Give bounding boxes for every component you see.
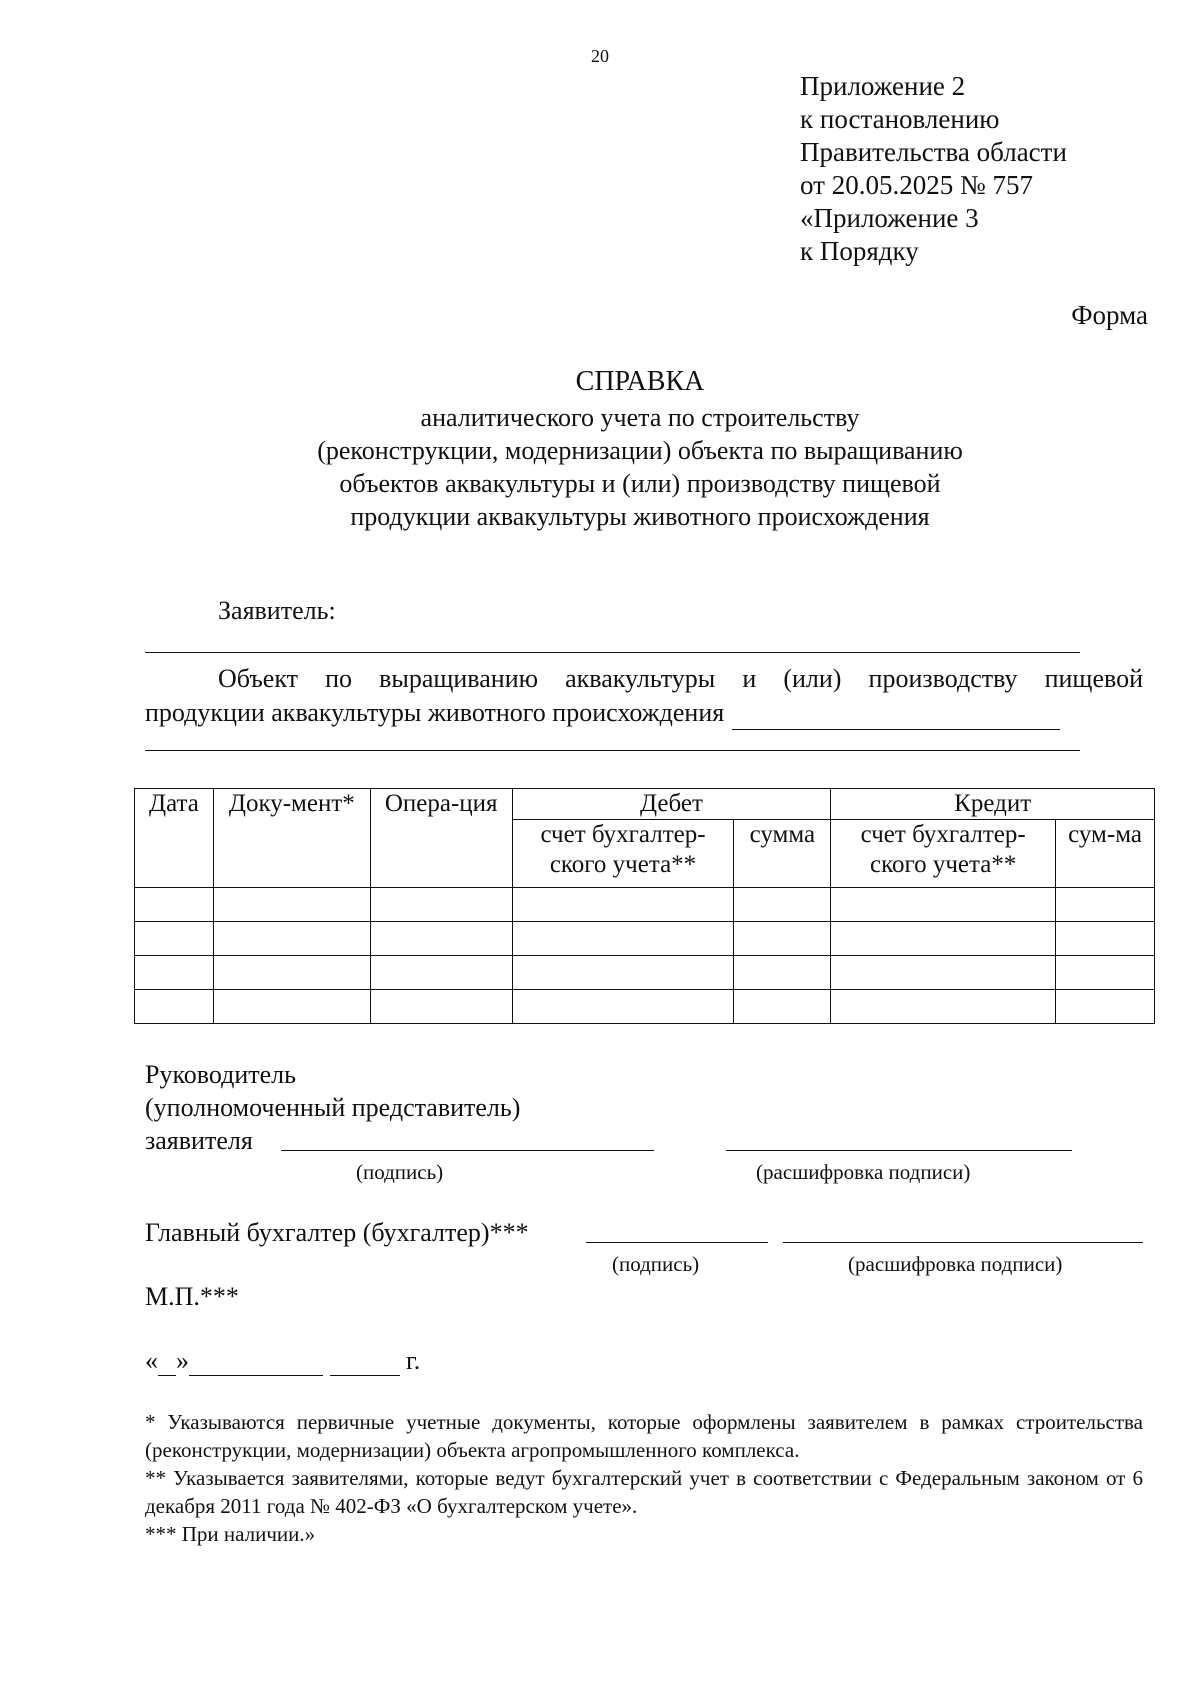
seal-label: М.П.***: [145, 1282, 239, 1311]
table-cell[interactable]: [370, 888, 512, 922]
table-cell[interactable]: [831, 922, 1056, 956]
table-cell[interactable]: [734, 956, 831, 990]
appendix-line: Правительства области: [800, 137, 1067, 167]
header-debit-account: счет бухгалтер-ского учета**: [512, 820, 734, 888]
head-signatory-label: [145, 1058, 520, 1157]
table-cell[interactable]: [512, 956, 734, 990]
date-close-quote: »: [176, 1346, 189, 1375]
subtitle-line: (реконструкции, модернизации) объекта по выращиванию: [317, 436, 963, 465]
table-cell[interactable]: [370, 956, 512, 990]
page-number: 20: [591, 46, 609, 66]
header-debit-sum: сумма: [734, 820, 831, 888]
date-field: [145, 1346, 420, 1376]
table-cell[interactable]: [135, 888, 214, 922]
head-label-line: Руководитель: [145, 1060, 296, 1089]
object-name-field[interactable]: [732, 703, 1060, 730]
appendix-line: «Приложение 3: [800, 203, 979, 233]
head-label-line: (уполномоченный представитель): [145, 1093, 521, 1122]
header-debit: Дебет: [512, 789, 831, 820]
table-cell[interactable]: [734, 922, 831, 956]
accountant-signature-caption: (подпись): [612, 1252, 700, 1276]
document-title: СПРАВКА: [575, 366, 705, 397]
footnote: *** При наличии.»: [145, 1522, 316, 1546]
table-cell[interactable]: [213, 888, 370, 922]
table-cell[interactable]: [1056, 922, 1155, 956]
appendix-line: Приложение 2: [800, 71, 966, 101]
subtitle-line: продукции аквакультуры животного происхождения: [350, 502, 930, 531]
appendix-line: от 20.05.2025 № 757: [800, 170, 1033, 200]
table-cell[interactable]: [135, 956, 214, 990]
object-name-field-continuation[interactable]: [145, 750, 1080, 751]
object-text-line: продукции аквакультуры животного происхождения: [145, 698, 725, 727]
table-cell[interactable]: [512, 888, 734, 922]
table-cell[interactable]: [512, 922, 734, 956]
date-open-quote: «: [145, 1346, 158, 1375]
head-name-field[interactable]: [726, 1150, 1072, 1151]
date-day-field[interactable]: [158, 1351, 176, 1376]
chief-accountant-label: Главный бухгалтер (бухгалтер)***: [145, 1218, 529, 1247]
subtitle-line: объектов аквакультуры и (или) производству пищевой: [339, 469, 941, 498]
accountant-name-field[interactable]: [783, 1242, 1143, 1243]
date-year-suffix: г.: [406, 1346, 421, 1375]
accountant-decoding-caption: (расшифровка подписи): [848, 1252, 1063, 1276]
table-cell[interactable]: [213, 956, 370, 990]
document-subtitle: [0, 401, 1200, 533]
head-label-line: заявителя: [145, 1126, 253, 1155]
table-cell[interactable]: [213, 990, 370, 1024]
head-signature-field[interactable]: [281, 1150, 654, 1151]
applicant-label: Заявитель:: [218, 596, 336, 625]
footnote: ** Указывается заявителями, которые ведут бухгалтерский учет в соответствии с Федеральным законом от 6 декабря 2011 года № 402-ФЗ «О бухгалтерском учете».: [145, 1466, 1143, 1518]
footnotes: [145, 1408, 1143, 1548]
date-year-field[interactable]: [330, 1351, 400, 1376]
accounting-table: [134, 788, 1155, 1024]
table-row: [135, 922, 1155, 956]
table-cell[interactable]: [734, 888, 831, 922]
table-cell[interactable]: [370, 990, 512, 1024]
table-cell[interactable]: [831, 888, 1056, 922]
header-operation: Опера-ция: [370, 789, 512, 888]
table-row: [135, 888, 1155, 922]
accountant-signature-field[interactable]: [586, 1242, 768, 1243]
table-cell[interactable]: [831, 956, 1056, 990]
table-cell[interactable]: [135, 990, 214, 1024]
footnote: * Указываются первичные учетные документы, которые оформлены заявителем в рамках строительства (реконструкции, модернизации) объекта агропромышленного комплекса.: [145, 1410, 1143, 1462]
header-credit: Кредит: [831, 789, 1155, 820]
object-text-line: Объект по выращиванию аквакультуры и (или) производству пищевой: [218, 664, 1143, 693]
appendix-line: к Порядку: [800, 236, 919, 266]
header-date: Дата: [135, 789, 214, 888]
header-credit-account: счет бухгалтер-ского учета**: [831, 820, 1056, 888]
form-label: Форма: [1071, 300, 1148, 330]
table-cell[interactable]: [734, 990, 831, 1024]
table-cell[interactable]: [831, 990, 1056, 1024]
table-cell[interactable]: [1056, 990, 1155, 1024]
table-cell[interactable]: [370, 922, 512, 956]
table-cell[interactable]: [135, 922, 214, 956]
table-cell[interactable]: [213, 922, 370, 956]
appendix-block: [800, 70, 1067, 268]
header-credit-sum: сум-ма: [1056, 820, 1155, 888]
header-document: Доку-мент*: [213, 789, 370, 888]
applicant-name-field[interactable]: [145, 652, 1080, 653]
date-month-field[interactable]: [189, 1351, 323, 1376]
table-cell[interactable]: [1056, 888, 1155, 922]
table-row: [135, 990, 1155, 1024]
head-decoding-caption: (расшифровка подписи): [756, 1160, 971, 1184]
head-signature-caption: (подпись): [356, 1160, 444, 1184]
table-cell[interactable]: [512, 990, 734, 1024]
appendix-line: к постановлению: [800, 104, 1000, 134]
object-description: [145, 662, 1143, 730]
table-row: [135, 956, 1155, 990]
subtitle-line: аналитического учета по строительству: [420, 403, 860, 432]
table-cell[interactable]: [1056, 956, 1155, 990]
